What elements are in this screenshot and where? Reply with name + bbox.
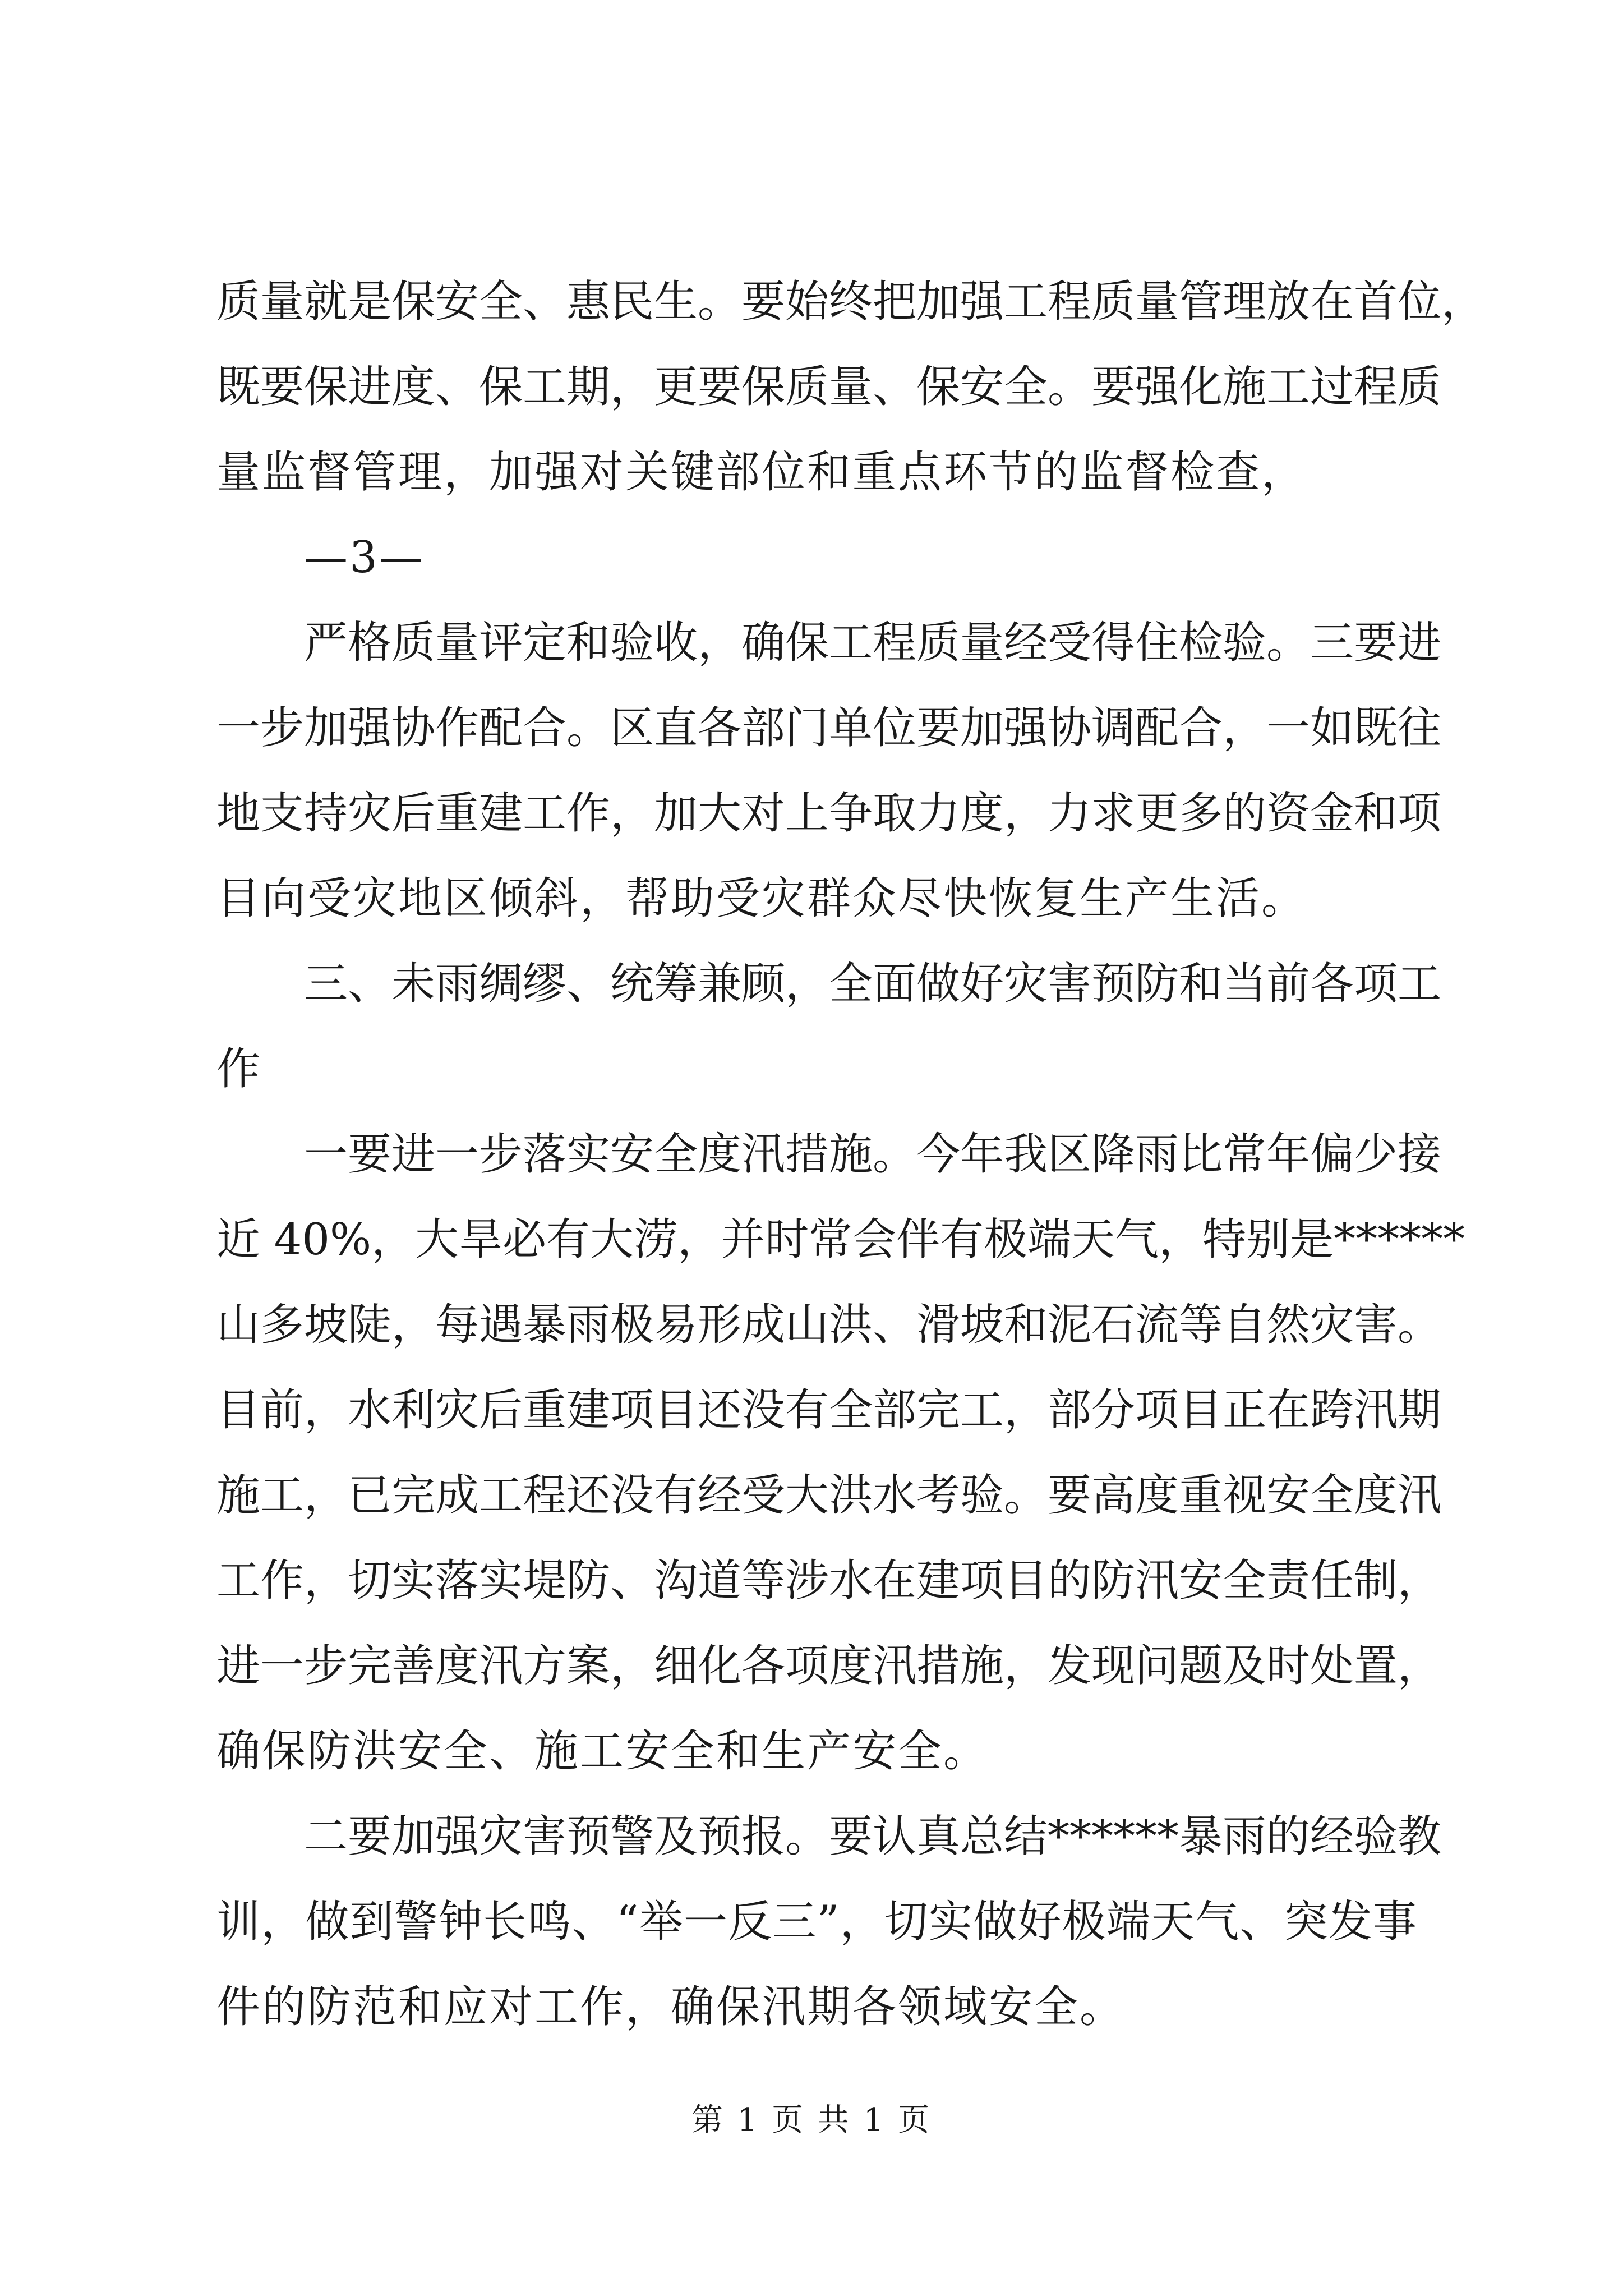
text-line: 严格质量评定和验收，确保工程质量经受得住检验。三要进 — [304, 618, 1442, 668]
text-line: 山多坡陡，每遇暴雨极易形成山洪、滑坡和泥石流等自然灾害。 — [216, 1300, 1442, 1350]
text-line: 目向受灾地区倾斜，帮助受灾群众尽快恢复生产生活。 — [216, 873, 1307, 924]
text-line: 量监督管理，加强对关键部位和重点环节的监督检查， — [216, 447, 1307, 498]
text-line: 件的防范和应对工作，确保汛期各领域安全。 — [216, 1982, 1126, 2032]
text-line: 近 40%，大旱必有大涝，并时常会伴有极端天气，特别是****** — [216, 1214, 1465, 1265]
text-line: 施工，已完成工程还没有经受大洪水考验。要高度重视安全度汛 — [216, 1470, 1442, 1521]
inner-page-number: —3— — [304, 532, 425, 583]
text-line: 进一步完善度汛方案，细化各项度汛措施，发现问题及时处置， — [216, 1641, 1442, 1691]
page-footer: 第 1 页 共 1 页 — [691, 2102, 932, 2138]
text-line: 地支持灾后重建工作，加大对上争取力度，力求更多的资金和项 — [216, 788, 1442, 839]
text-line: 质量就是保安全、惠民生。要始终把加强工程质量管理放在首位， — [216, 277, 1486, 327]
text-line: 一要进一步落实安全度汛措施。今年我区降雨比常年偏少接 — [304, 1129, 1442, 1180]
section-heading-continuation: 作 — [216, 1044, 262, 1094]
text-line: 二要加强灾害预警及预报。要认真总结******暴雨的经验教 — [304, 1811, 1442, 1862]
text-line: 一步加强协作配合。区直各部门单位要加强协调配合，一如既往 — [216, 703, 1442, 753]
text-line: 确保防洪安全、施工安全和生产安全。 — [216, 1726, 989, 1777]
text-line: 目前，水利灾后重建项目还没有全部完工，部分项目正在跨汛期 — [216, 1385, 1442, 1435]
section-heading: 三、未雨绸缪、统筹兼顾，全面做好灾害预防和当前各项工 — [304, 959, 1442, 1009]
text-line: 训，做到警钟长鸣、“举一反三”，切实做好极端天气、突发事 — [216, 1897, 1417, 1947]
document-body — [216, 259, 1486, 2050]
text-line: 工作，切实落实堤防、沟道等涉水在建项目的防汛安全责任制， — [216, 1556, 1442, 1606]
text-line: 既要保进度、保工期，更要保质量、保安全。要强化施工过程质 — [216, 362, 1442, 412]
